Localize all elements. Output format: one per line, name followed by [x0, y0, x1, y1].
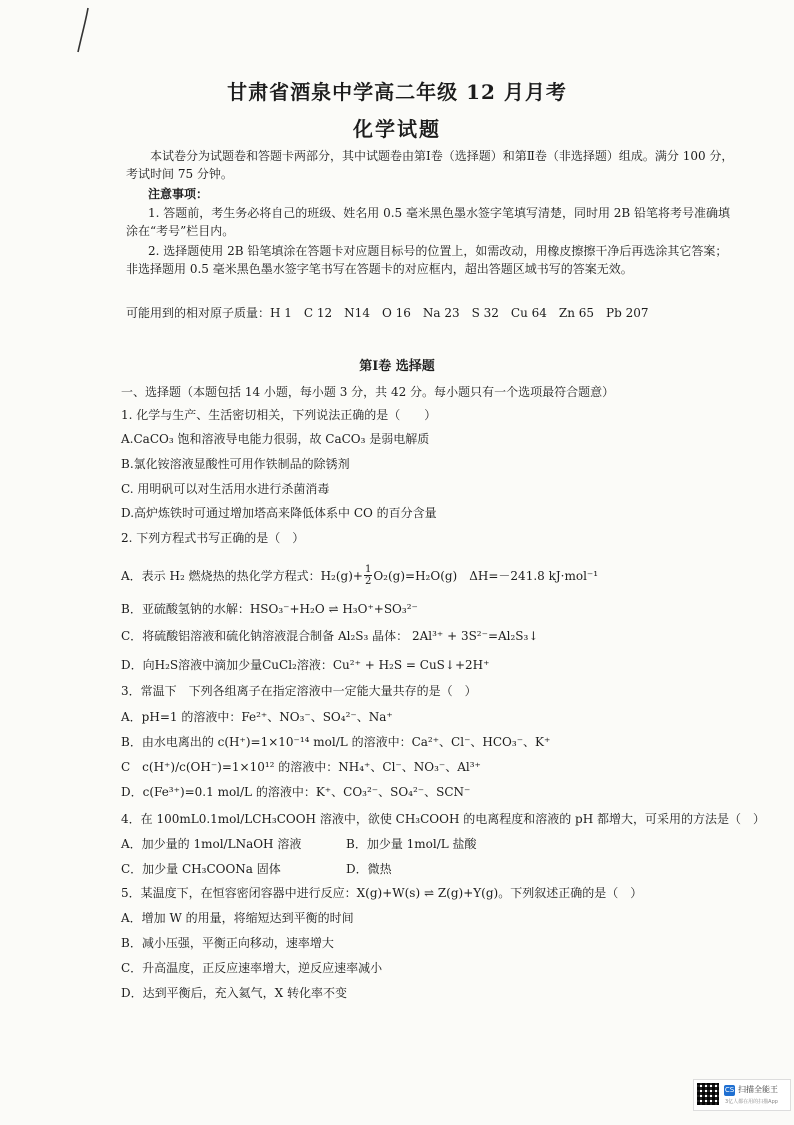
exam-subject-title: 化学试题 [353, 117, 441, 141]
notice-item-1: 1. 答题前，考生务必将自己的班级、姓名用 0.5 毫米黑色墨水签字笔填写清楚，同时用 2B 铅笔将考号准确填涂在“考号”栏目内。 [126, 206, 731, 238]
atomic-masses: 可能用到的相对原子质量：H 1 C 12 N14 O 16 Na 23 S 32 Cu 64 Zn 65 Pb 207 [126, 306, 649, 320]
question-1-option-c: C. 用明矾可以对生活用水进行杀菌消毒 [121, 482, 330, 496]
question-2-option-a [121, 564, 598, 587]
section-title: 第Ⅰ卷 选择题 [359, 359, 435, 374]
question-3-option-b: B．由水电离出的 c(H⁺)=1×10⁻¹⁴ mol/L 的溶液中：Ca²⁺、Cl⁻、HCO₃⁻、K⁺ [121, 735, 551, 749]
intro-paragraph: 本试卷分为试题卷和答题卡两部分，其中试题卷由第Ⅰ卷（选择题）和第Ⅱ卷（非选择题）组成。满分 100 分，考试时间 75 分钟。 [126, 149, 734, 181]
question-5-option-a: A．增加 W 的用量，将缩短达到平衡的时间 [121, 911, 354, 925]
exam-title: 甘肃省酒泉中学高二年级 12 月月考 [227, 80, 567, 104]
question-1-option-d: D.高炉炼铁时可通过增加塔高来降低体系中 CO 的百分含量 [121, 506, 437, 520]
question-1-option-b: B.氯化铵溶液显酸性可用作铁制品的除锈剂 [121, 457, 350, 471]
question-4-stem: 4．在 100mL0.1mol/LCH₃COOH 溶液中，欲使 CH₃COOH 的电离程度和溶液的 pH 都增大，可采用的方法是（ ） [121, 812, 766, 826]
notice-title: 注意事项： [148, 187, 209, 201]
question-2-option-d: D．向H₂S溶液中滴加少量CuCl₂溶液：Cu²⁺ + H₂S = CuS↓+2H⁺ [121, 658, 490, 672]
question-4-option-d: D．微热 [346, 862, 392, 876]
question-4-option-c: C．加少量 CH₃COONa 固体 [121, 862, 281, 876]
notice-item-2: 2. 选择题使用 2B 铅笔填涂在答题卡对应题目标号的位置上，如需改动，用橡皮擦擦干净后再选涂其它答案；非选择题用 0.5 毫米黑色墨水签字笔书写在答题卡的对应框内，超出答题区域书写的答案无效。 [126, 244, 728, 276]
question-1-option-a: A.CaCO₃ 饱和溶液导电能力很弱，故 CaCO₃ 是弱电解质 [121, 432, 430, 446]
watermark-app-name: 扫描全能王 [738, 1085, 778, 1094]
question-5-option-c: C．升高温度，正反应速率增大，逆反应速率减小 [121, 961, 383, 975]
question-5-stem: 5．某温度下，在恒容密闭容器中进行反应：X(g)+W(s) ⇌ Z(g)+Y(g)。下列叙述正确的是（ ） [121, 886, 643, 900]
watermark-tagline: 3亿人都在用的扫描App [725, 1099, 778, 1105]
scanner-watermark [693, 1079, 791, 1111]
question-4-option-a: A．加少量的 1mol/LNaOH 溶液 [121, 837, 302, 851]
question-2-stem: 2. 下列方程式书写正确的是（ ） [121, 531, 305, 545]
question-5-option-d: D．达到平衡后，充入氦气，X 转化率不变 [121, 986, 347, 1000]
question-3-option-a: A．pH=1 的溶液中：Fe²⁺、NO₃⁻、SO₄²⁻、Na⁺ [121, 710, 393, 724]
question-2-option-b: B．亚硫酸氢钠的水解：HSO₃⁻+H₂O ⇌ H₃O⁺+SO₃²⁻ [121, 602, 418, 616]
question-4-option-b: B．加少量 1mol/L 盐酸 [346, 837, 477, 851]
fraction-one-half: $\frac{1}{2}$ [364, 564, 372, 587]
pen-stroke-mark [70, 6, 100, 56]
question-2-option-a-pre: A．表示 H₂ 燃烧热的热化学方程式：H₂(g)+ [121, 568, 363, 583]
question-1-stem: 1. 化学与生产、生活密切相关，下列说法正确的是（ ） [121, 408, 437, 422]
question-2-option-c: C．将硫酸铝溶液和硫化钠溶液混合制备 Al₂S₃ 晶体： 2Al³⁺ + 3S²⁻=Al₂S₃↓ [121, 629, 539, 643]
question-2-option-a-post: O₂(g)=H₂O(g) ΔH=－241.8 kJ·mol⁻¹ [373, 568, 599, 583]
question-3-option-c: C c(H⁺)/c(OH⁻)=1×10¹² 的溶液中：NH₄⁺、Cl⁻、NO₃⁻、Al³⁺ [121, 760, 481, 774]
question-5-option-b: B．减小压强，平衡正向移动，速率增大 [121, 936, 334, 950]
qr-code-icon [697, 1083, 719, 1105]
question-3-option-d: D．c(Fe³⁺)=0.1 mol/L 的溶液中：K⁺、CO₃²⁻、SO₄²⁻、SCN⁻ [121, 785, 471, 799]
camscanner-icon: CS [724, 1086, 735, 1094]
question-3-stem: 3．常温下 下列各组离子在指定溶液中一定能大量共存的是（ ） [121, 684, 477, 698]
section-instruction: 一、选择题（本题包括 14 小题，每小题 3 分，共 42 分。每小题只有一个选项最符合题意） [121, 385, 615, 399]
